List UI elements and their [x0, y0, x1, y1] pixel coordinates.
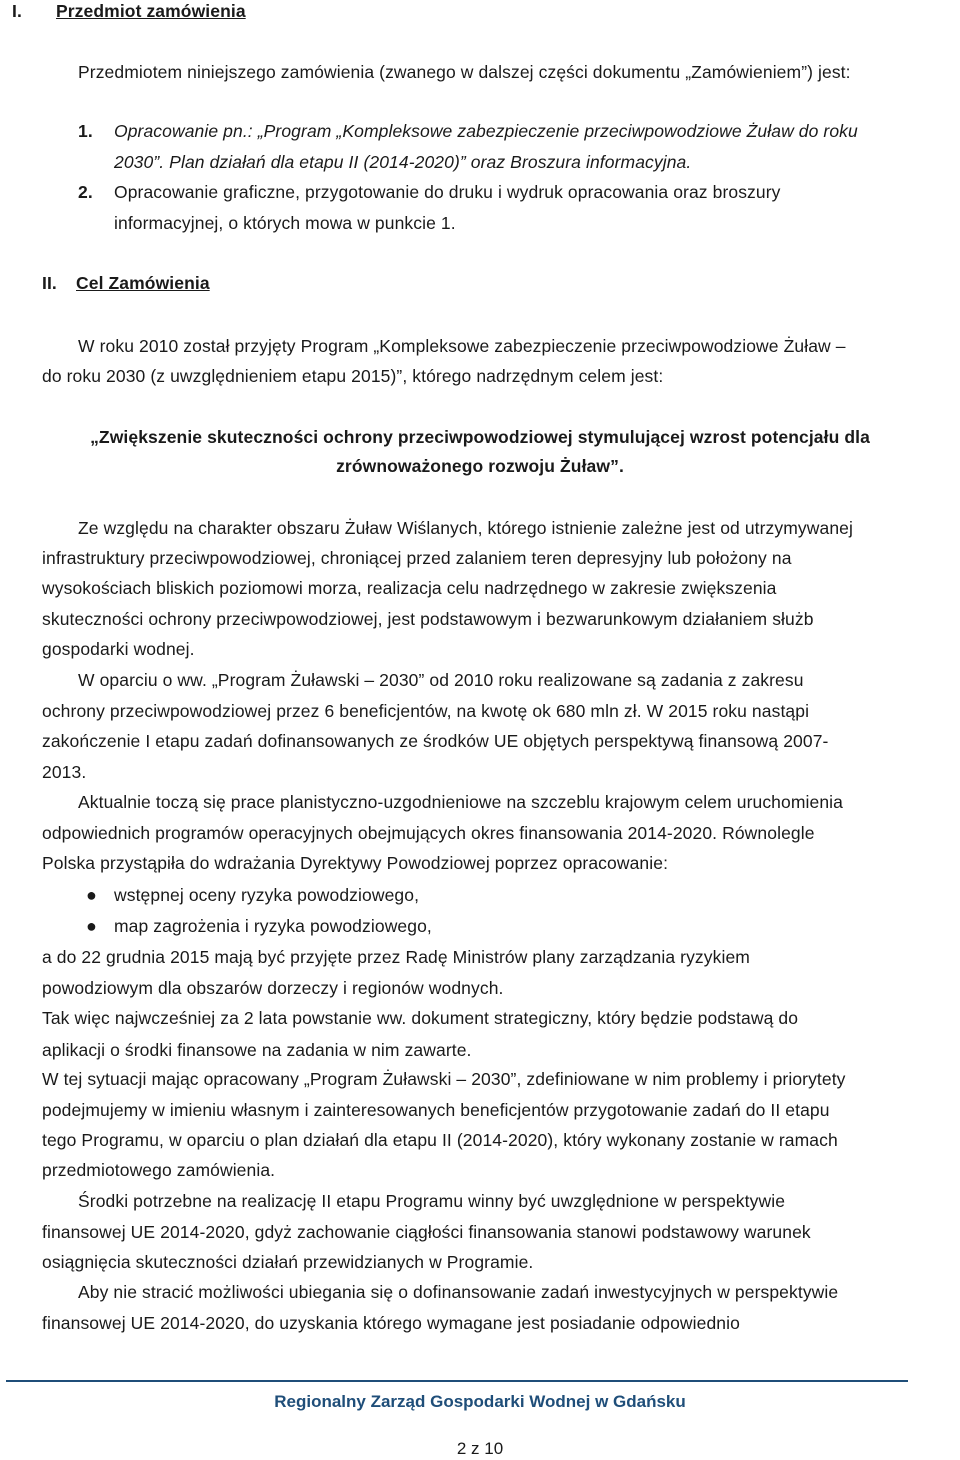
section-1-intro: Przedmiotem niniejszego zamówienia (zwanego w dalszej części dokumentu „Zamówieniem”) jest:	[78, 62, 851, 82]
page-number: 2 z 10	[456, 1439, 504, 1458]
paragraph-7-line-2: podejmujemy w imieniu własnym i zainteresowanych beneficjentów przygotowanie zadań do II etapu	[42, 1100, 830, 1120]
bullet-item-2: map zagrożenia i ryzyka powodziowego,	[114, 916, 432, 936]
section-2-numeral: II.	[42, 273, 57, 293]
paragraph-8-line-1: Środki potrzebne na realizację II etapu Programu winny być uwzględnione w perspektywie	[78, 1191, 786, 1211]
list-item-1-text: Opracowanie pn.: „Program „Kompleksowe zabezpieczenie przeciwpowodziowe Żuław do roku	[114, 121, 858, 141]
paragraph-2-line-3: wysokościach bliskich poziomowi morza, realizacja celu nadrzędnego w zakresie zwiększenia	[42, 578, 777, 598]
list-item-2-number: 2.	[78, 182, 93, 202]
paragraph-2-line-2: infrastruktury przeciwpowodziowej, chroniącej przed zalaniem teren depresyjny lub położony na	[42, 548, 792, 568]
paragraph-7-line-3: tego Programu, w oparciu o plan działań dla etapu II (2014-2020), który wykonany zostanie w ramach	[42, 1130, 838, 1150]
paragraph-7-line-4: przedmiotowego zamówienia.	[42, 1160, 276, 1180]
paragraph-8-line-3: osiągnięcia skuteczności działań przewidzianych w Programie.	[42, 1252, 534, 1272]
paragraph-2-line-4: skuteczności ochrony przeciwpowodziowej, jest podstawowym i bezwarunkowym działaniem służb	[42, 609, 814, 629]
paragraph-1-line-1: W roku 2010 został przyjęty Program „Kompleksowe zabezpieczenie przeciwpowodziowe Żuław –	[78, 336, 846, 356]
goal-line-1: „Zwiększenie skuteczności ochrony przeciwpowodziowej stymulującej wzrost potencjału dla	[90, 427, 870, 447]
section-2-title: Cel Zamówienia	[76, 273, 210, 293]
paragraph-6-line-2: aplikacji o środki finansowe na zadania w nim zawarte.	[42, 1040, 472, 1060]
paragraph-4-line-3: Polska przystąpiła do wdrażania Dyrektywy Powodziowej poprzez opracowanie:	[42, 853, 669, 873]
paragraph-9-line-1: Aby nie stracić możliwości ubiegania się o dofinansowanie zadań inwestycyjnych w perspektywie	[78, 1282, 839, 1302]
bullet-icon: ●	[86, 916, 97, 936]
list-item-1-number: 1.	[78, 121, 93, 141]
paragraph-3-line-4: 2013.	[42, 762, 87, 782]
section-1-title: Przedmiot zamówienia	[56, 1, 246, 21]
footer-divider	[6, 1380, 908, 1382]
paragraph-5-line-1: a do 22 grudnia 2015 mają być przyjęte przez Radę Ministrów plany zarządzania ryzykiem	[42, 947, 750, 967]
paragraph-6-line-1: Tak więc najwcześniej za 2 lata powstanie ww. dokument strategiczny, który będzie podstawą do	[42, 1008, 799, 1028]
list-item-2-line-2: informacyjnej, o których mowa w punkcie 1.	[114, 213, 456, 233]
section-1-numeral: I.	[12, 1, 22, 21]
section-1-heading	[12, 0, 246, 22]
paragraph-1-line-2: do roku 2030 (z uwzględnieniem etapu 2015)”, którego nadrzędnym celem jest:	[42, 366, 664, 386]
paragraph-4-line-1: Aktualnie toczą się prace planistyczno-uzgodnieniowe na szczeblu krajowym celem uruchomienia	[78, 792, 843, 812]
paragraph-9-line-2: finansowej UE 2014-2020, do uzyskania którego wymagane jest posiadanie odpowiednio	[42, 1313, 740, 1333]
paragraph-3-line-3: zakończenie I etapu zadań dofinansowanych ze środków UE objętych perspektywą finansową 2007-	[42, 731, 829, 751]
paragraph-8-line-2: finansowej UE 2014-2020, gdyż zachowanie ciągłości finansowania stanowi podstawowy warunek	[42, 1222, 811, 1242]
paragraph-5-line-2: powodziowym dla obszarów dorzeczy i regionów wodnych.	[42, 978, 504, 998]
list-item-1-line-2: 2030”. Plan działań dla etapu II (2014-2020)” oraz Broszura informacyjna.	[114, 152, 692, 172]
bullet-item-1: wstępnej oceny ryzyka powodziowego,	[114, 885, 420, 905]
paragraph-2-line-5: gospodarki wodnej.	[42, 639, 195, 659]
paragraph-4-line-2: odpowiednich programów operacyjnych obejmujących okres finansowania 2014-2020. Równolegle	[42, 823, 815, 843]
goal-line-2: zrównoważonego rozwoju Żuław”.	[336, 456, 624, 476]
list-item-2-text: Opracowanie graficzne, przygotowanie do druku i wydruk opracowania oraz broszury	[114, 182, 781, 202]
paragraph-3-line-1: W oparciu o ww. „Program Żuławski – 2030” od 2010 roku realizowane są zadania z zakresu	[78, 670, 804, 690]
paragraph-2-line-1: Ze względu na charakter obszaru Żuław Wiślanych, którego istnienie zależne jest od utrzymywanej	[78, 518, 853, 538]
section-2-heading	[42, 272, 210, 294]
bullet-icon: ●	[86, 885, 97, 905]
list-item-2-line-1	[78, 181, 781, 203]
paragraph-7-line-1: W tej sytuacji mając opracowany „Program Żuławski – 2030”, zdefiniowane w nim problemy i priorytety	[42, 1069, 846, 1089]
paragraph-3-line-2: ochrony przeciwpowodziowej przez 6 beneficjentów, na kwotę ok 680 mln zł. W 2015 roku nastąpi	[42, 701, 810, 721]
list-item-1-line-1	[78, 120, 858, 142]
footer-organization: Regionalny Zarząd Gospodarki Wodnej w Gdańsku	[274, 1392, 686, 1411]
